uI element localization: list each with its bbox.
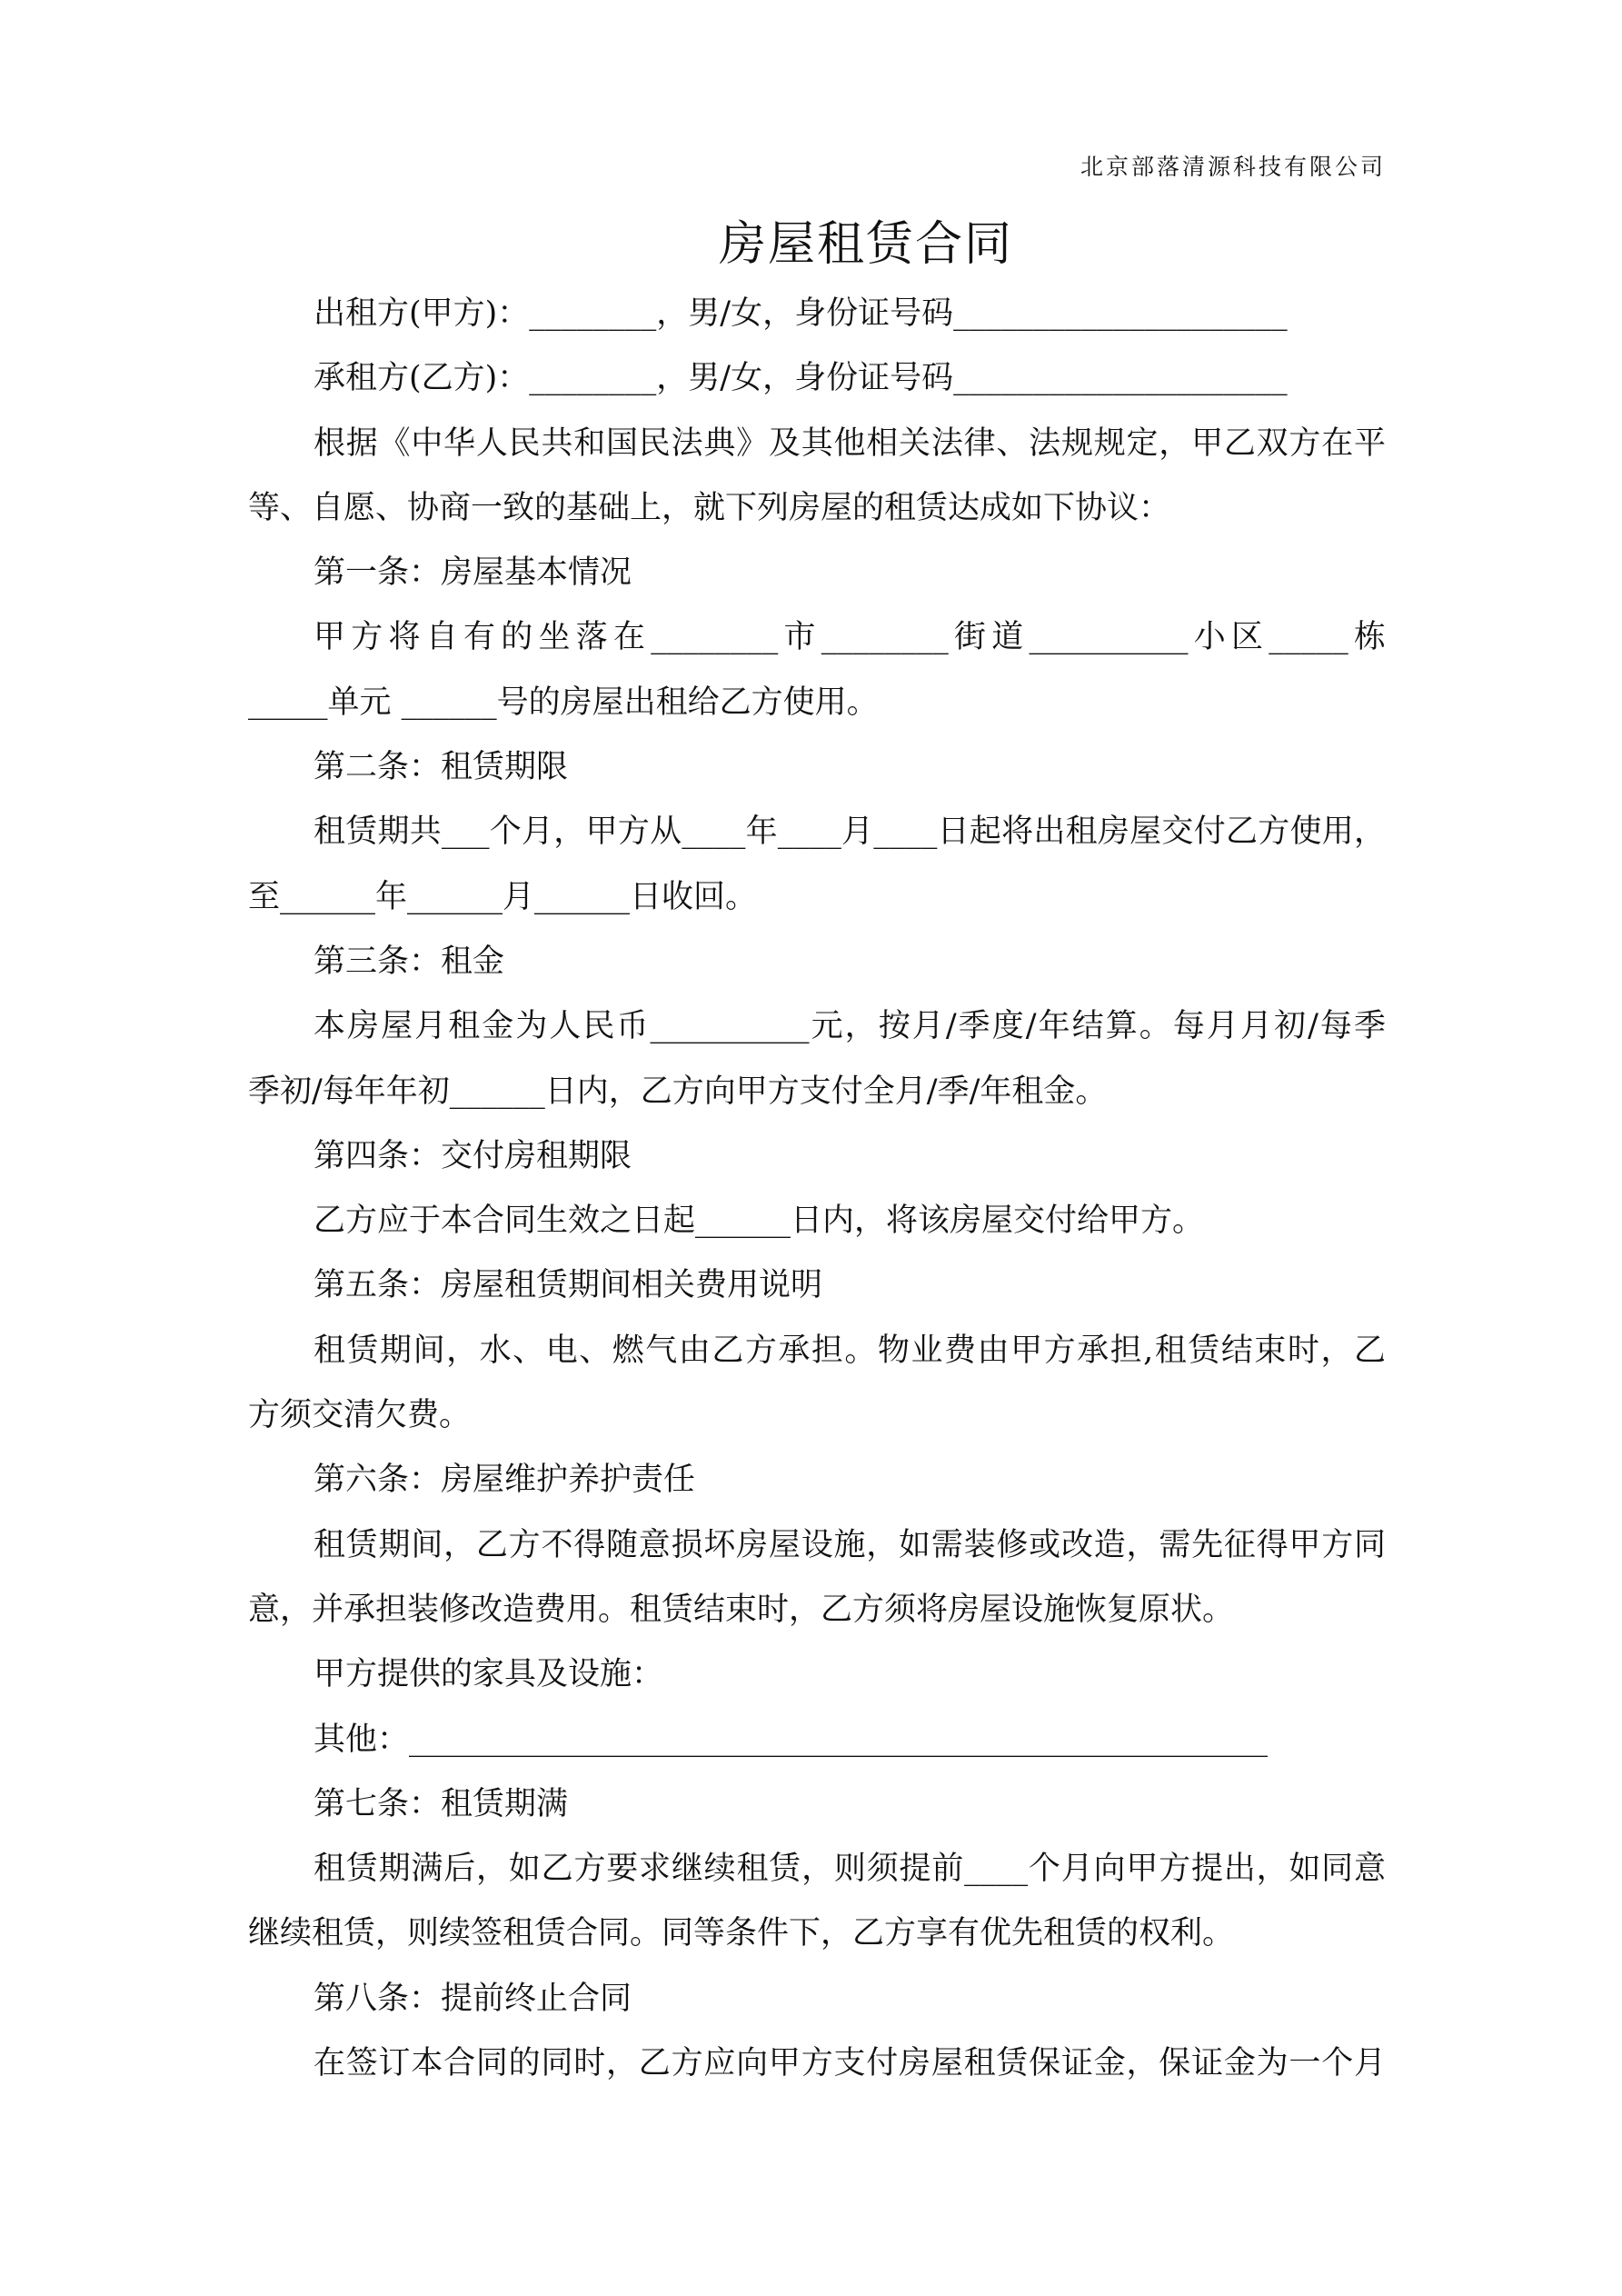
contract-line: 第八条：提前终止合同 [313, 1980, 632, 2017]
contract-line: 季初/每年年初______日内，乙方向甲方支付全月/季/年租金。 [248, 1073, 1108, 1110]
contract-line: 意，并承担装修改造费用。租赁结束时，乙方须将房屋设施恢复原状。 [248, 1591, 1235, 1628]
contract-line: 第二条：租赁期限 [313, 749, 569, 786]
contract-line: 租赁期间，水、电、燃气由乙方承担。物业费由甲方承担,租赁结束时，乙 [313, 1332, 1386, 1369]
contract-line: 租赁期满后，如乙方要求继续租赁，则须提前____个月向甲方提出，如同意 [313, 1851, 1386, 1888]
contract-line: 第五条：房屋租赁期间相关费用说明 [313, 1267, 823, 1304]
contract-line: 第三条：租金 [313, 943, 505, 980]
document-title: 房屋租赁合同 [718, 217, 1013, 272]
contract-line: 第六条：房屋维护养护责任 [313, 1462, 696, 1499]
contract-line: 等、自愿、协商一致的基础上，就下列房屋的租赁达成如下协议： [248, 489, 1171, 526]
contract-line: 在签订本合同的同时，乙方应向甲方支付房屋租赁保证金，保证金为一个月 [313, 2045, 1386, 2082]
contract-line: 租赁期共___个月，甲方从____年____月____日起将出租房屋交付乙方使用， [313, 814, 1386, 851]
contract-line: 方须交清欠费。 [248, 1397, 472, 1434]
contract-line: 第四条：交付房租期限 [313, 1137, 632, 1174]
contract-line: _____单元 ______号的房屋出租给乙方使用。 [248, 684, 879, 721]
contract-line: 本房屋月租金为人民币__________元，按月/季度/年结算。每月月初/每季 [313, 1008, 1386, 1045]
contract-line: 甲方提供的家具及设施： [313, 1656, 664, 1693]
contract-line: 继续租赁，则续签租赁合同。同等条件下，乙方享有优先租赁的权利。 [248, 1915, 1235, 1952]
contract-line: 其他：______________________________________________________ [313, 1721, 1269, 1758]
contract-line: 第一条：房屋基本情况 [313, 554, 632, 592]
contract-line: 至______年______月______日收回。 [248, 878, 758, 915]
contract-line: 出租方(甲方)：________，男/女，身份证号码_____________________ [313, 295, 1288, 332]
contract-line: 第七条：租赁期满 [313, 1785, 569, 1822]
contract-line: 乙方应于本合同生效之日起______日内，将该房屋交付给甲方。 [313, 1203, 1205, 1240]
contract-body [248, 282, 1386, 2096]
company-name: 北京部落清源科技有限公司 [1080, 154, 1386, 180]
contract-line: 租赁期间，乙方不得随意损坏房屋设施，如需装修或改造，需先征得甲方同 [313, 1526, 1386, 1563]
contract-line: 根据《中华人民共和国民法典》及其他相关法律、法规规定，甲乙双方在平 [313, 424, 1386, 462]
contract-line: 承租方(乙方)：________，男/女，身份证号码_____________________ [313, 360, 1288, 397]
contract-line: 甲方将自有的坐落在________市________街道__________小区_____栋 [313, 619, 1386, 656]
